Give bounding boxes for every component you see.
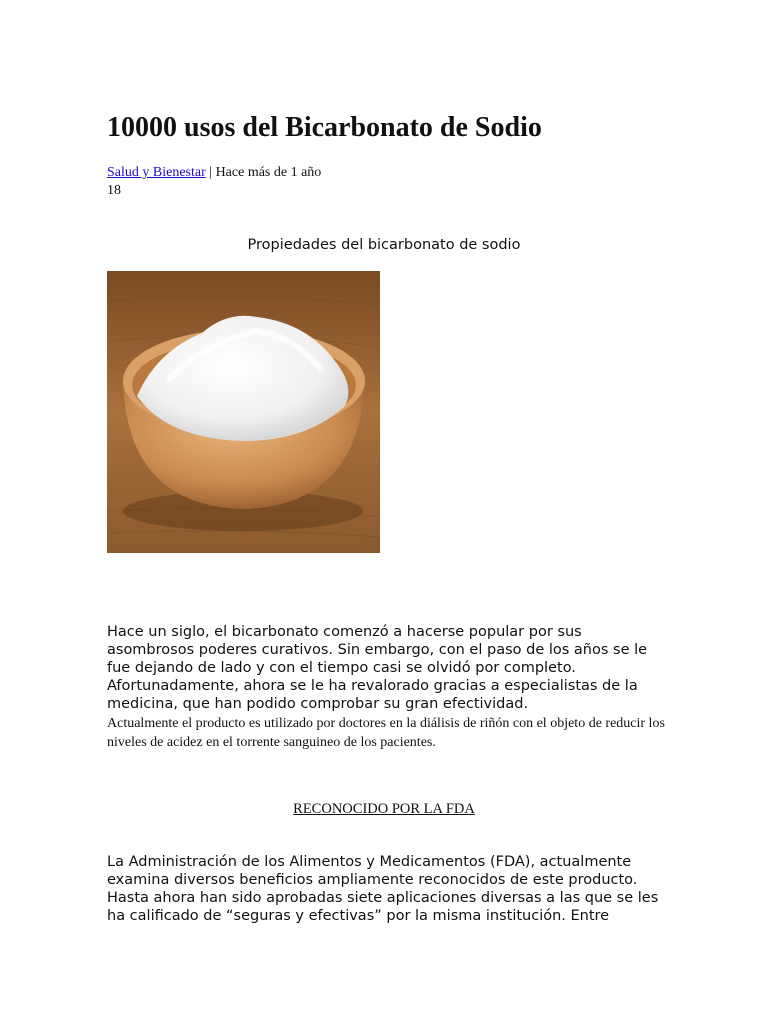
image-caption: Propiedades del bicarbonato de sodio	[247, 237, 521, 253]
section-heading: RECONOCIDO POR LA FDA	[293, 801, 475, 817]
meta-date: | Hace más de 1 año	[205, 165, 322, 180]
baking-soda-photo	[107, 271, 380, 553]
second-paragraph: Actualmente el producto es utilizado por doctores en la diálisis de riñón con el objeto de reducir los niveles de acidez en el torrente sanguineo de los pacientes.	[107, 716, 665, 750]
article-title: 10000 usos del Bicarbonato de Sodio	[107, 112, 542, 143]
intro-paragraph: Hace un siglo, el bicarbonato comenzó a hacerse popular por sus asombrosos poderes curativos. Sin embargo, con el paso de los años se le fue dejando de lado y con el tiempo casi se olvidó por completo. Afortunadamente, ahora se le ha revalorado gracias a especialistas de la medicina, que han podido comprobar su gran efectividad.	[107, 624, 648, 712]
comment-count: 18	[107, 183, 121, 198]
fda-paragraph: La Administración de los Alimentos y Medicamentos (FDA), actualmente examina diversos beneficios ampliamente reconocidos de este producto. Hasta ahora han sido aprobadas siete aplicaciones diversas a las que se les ha calificado de “seguras y efectivas” por la misma institución. Entre	[107, 854, 659, 924]
article-meta	[107, 164, 321, 182]
category-link[interactable]: Salud y Bienestar	[107, 165, 206, 180]
